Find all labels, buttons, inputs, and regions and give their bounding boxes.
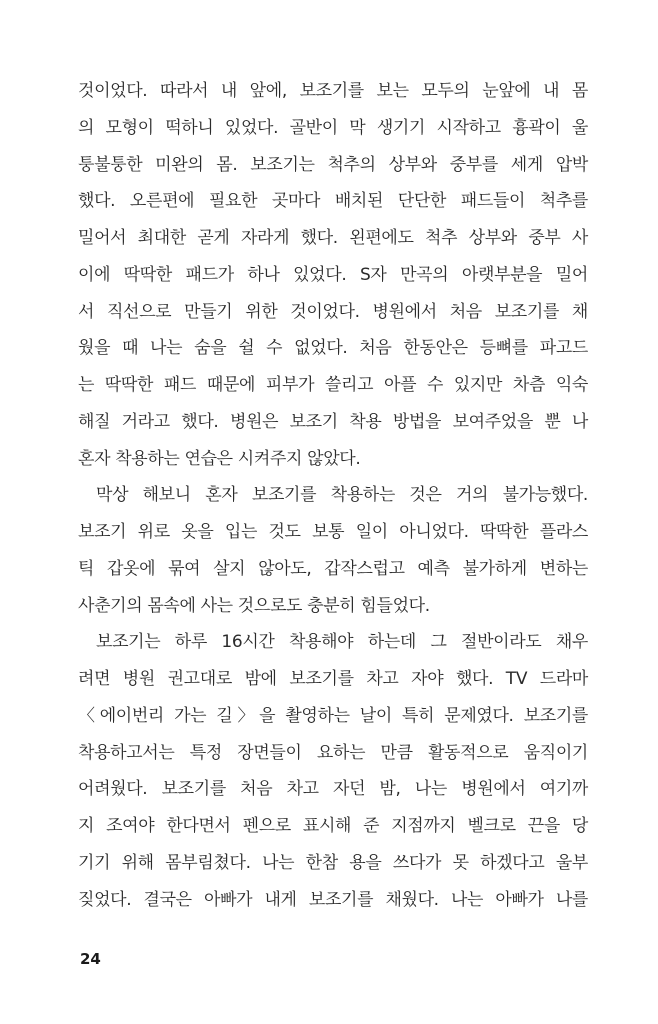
text-line: 했다. 오른편에 필요한 곳마다 배치된 단단한 패드들이 척추를	[78, 191, 588, 212]
text-line: 해질 거라고 했다. 병원은 보조기 착용 방법을 보여주었을 뿐 나	[78, 411, 588, 432]
paragraph-start-line: 막상 해보니 혼자 보조기를 착용하는 것은 거의 불가능했다.	[96, 485, 588, 506]
text-line: 혼자 착용하는 연습은 시켜주지 않았다.	[78, 448, 361, 469]
text-line: 〈에이번리 가는 길〉을 촬영하는 날이 특히 문제였다. 보조기를	[78, 705, 588, 726]
body-text	[78, 77, 588, 922]
text-line: 지 조여야 한다면서 펜으로 표시해 준 지점까지 벨크로 끈을 당	[78, 816, 588, 836]
text-line: 웠을 때 나는 숨을 쉴 수 없었다. 처음 한동안은 등뼈를 파고드	[78, 338, 588, 359]
text-line: 기기 위해 몸부림쳤다. 나는 한참 용을 쓰다가 못 하겠다고 울부	[78, 852, 588, 873]
text-line: 사춘기의 몸속에 사는 것으로도 충분히 힘들었다.	[78, 595, 430, 616]
text-line: 틱 갑옷에 묶여 살지 않아도, 갑작스럽고 예측 불가하게 변하는	[78, 558, 588, 579]
paragraph-start-line: 보조기는 하루 16시간 착용해야 하는데 그 절반이라도 채우	[96, 632, 588, 653]
text-line: 는 딱딱한 패드 때문에 피부가 쓸리고 아플 수 있지만 차츰 익숙	[78, 375, 588, 395]
text-line: 보조기 위로 옷을 입는 것도 보통 일이 아니었다. 딱딱한 플라스	[78, 522, 588, 542]
text-line: 려면 병원 권고대로 밤에 보조기를 차고 자야 했다. TV 드라마	[78, 669, 588, 689]
text-line: 짖었다. 결국은 아빠가 내게 보조기를 채웠다. 나는 아빠가 나를	[78, 889, 588, 910]
text-line: 서 직선으로 만들기 위한 것이었다. 병원에서 처음 보조기를 채	[78, 301, 588, 322]
text-line: 어려웠다. 보조기를 처음 차고 자던 밤, 나는 병원에서 여기까	[78, 779, 588, 800]
page-number: 24	[80, 950, 101, 968]
text-line: 퉁불퉁한 미완의 몸. 보조기는 척추의 상부와 중부를 세게 압박	[78, 154, 588, 175]
text-line: 밀어서 최대한 곧게 자라게 했다. 왼편에도 척추 상부와 중부 사	[78, 228, 588, 248]
text-line: 착용하고서는 특정 장면들이 요하는 만큼 활동적으로 움직이기	[78, 742, 588, 763]
text-line: 의 모형이 떡하니 있었다. 골반이 막 생기기 시작하고 흉곽이 울	[78, 117, 588, 138]
text-line: 이에 딱딱한 패드가 하나 있었다. S자 만곡의 아랫부분을 밀어	[78, 264, 588, 285]
text-line: 것이었다. 따라서 내 앞에, 보조기를 보는 모두의 눈앞에 내 몸	[78, 81, 588, 101]
